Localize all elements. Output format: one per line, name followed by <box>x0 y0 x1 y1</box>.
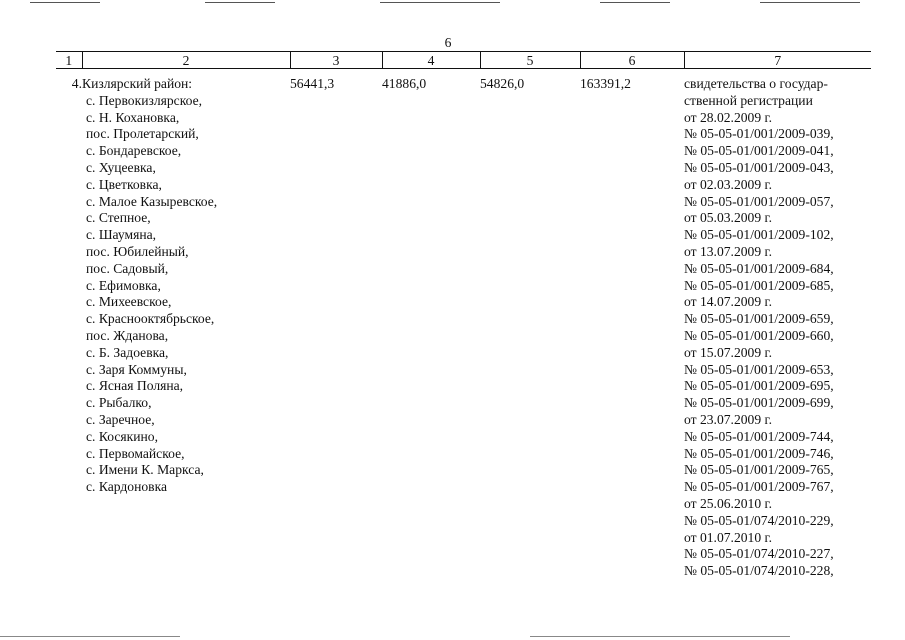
registration-line: от 01.07.2010 г. <box>684 529 772 545</box>
scan-edge-line <box>380 2 500 3</box>
settlement-item: пос. Пролетарский, <box>86 126 199 142</box>
scan-edge-line <box>530 636 790 637</box>
scan-edge-line <box>205 2 275 3</box>
column-header: 4 <box>382 52 480 69</box>
document-table <box>56 51 871 580</box>
registration-line: № 05-05-01/001/2009-653, <box>684 361 834 377</box>
settlement-item: с. Михеевское, <box>86 294 172 310</box>
registration-line: от 15.07.2009 г. <box>684 344 772 360</box>
settlement-item: с. Краснооктябрьское, <box>86 311 215 327</box>
registration-line: № 05-05-01/001/2009-684, <box>684 260 834 276</box>
value-col6: 163391,2 <box>580 76 631 91</box>
scan-edge-line <box>600 2 670 3</box>
registration-line: № 05-05-01/001/2009-695, <box>684 378 834 394</box>
settlement-item: с. Имени К. Маркса, <box>86 462 204 478</box>
settlement-item: с. Малое Казыревское, <box>86 193 218 209</box>
registration-list <box>684 76 871 580</box>
registration-line: от 25.06.2010 г. <box>684 495 772 511</box>
registration-line: № 05-05-01/074/2010-229, <box>684 512 834 528</box>
row-index: 4. <box>71 76 82 91</box>
registration-line: от 13.07.2009 г. <box>684 243 772 259</box>
registration-line: свидетельства о государ- <box>684 76 828 91</box>
scan-edge-line <box>30 2 100 3</box>
settlement-item: с. Хуцеевка, <box>86 159 156 175</box>
settlement-item: пос. Юбилейный, <box>86 243 189 259</box>
registration-line: № 05-05-01/001/2009-699, <box>684 395 834 411</box>
settlement-item: с. Заречное, <box>86 411 155 427</box>
scan-edge-line <box>760 2 860 3</box>
registration-cell <box>684 69 871 580</box>
settlement-item: с. Заря Коммуны, <box>86 361 187 377</box>
registration-line: № 05-05-01/001/2009-765, <box>684 462 834 478</box>
settlement-item: с. Шаумяна, <box>86 227 157 243</box>
settlement-item: пос. Жданова, <box>86 327 169 343</box>
settlement-item: с. Кардоновка <box>86 479 168 495</box>
column-header: 1 <box>56 52 82 69</box>
registration-line: от 02.03.2009 г. <box>684 176 772 192</box>
page-number: 6 <box>444 35 452 50</box>
registration-line: № 05-05-01/001/2009-767, <box>684 479 834 495</box>
settlement-item: с. Ясная Поляна, <box>86 378 184 394</box>
table-header-row <box>56 52 871 69</box>
registration-line: № 05-05-01/001/2009-685, <box>684 277 834 293</box>
settlement-item: с. Н. Кохановка, <box>86 109 180 125</box>
settlement-list <box>82 93 290 496</box>
settlements-cell <box>82 69 290 580</box>
registration-line: № 05-05-01/074/2010-227, <box>684 546 834 562</box>
settlement-item: с. Косякино, <box>86 428 158 444</box>
registration-line: от 05.03.2009 г. <box>684 210 772 226</box>
value-col5: 54826,0 <box>480 76 525 91</box>
registration-line: № 05-05-01/001/2009-102, <box>684 227 834 243</box>
registration-line: ственной регистрации <box>684 92 813 108</box>
settlement-item: с. Ефимовка, <box>86 277 161 293</box>
column-header: 5 <box>480 52 580 69</box>
scan-edge-line <box>0 636 180 637</box>
registration-line: № 05-05-01/001/2009-057, <box>684 193 834 209</box>
registration-line: № 05-05-01/001/2009-659, <box>684 311 834 327</box>
settlement-item: с. Рыбалко, <box>86 395 152 411</box>
settlement-item: с. Бондаревское, <box>86 143 182 159</box>
settlement-item: с. Первомайское, <box>86 445 185 461</box>
registration-line: № 05-05-01/001/2009-039, <box>684 126 834 142</box>
settlement-item: пос. Садовый, <box>86 260 169 276</box>
registration-line: от 14.07.2009 г. <box>684 294 772 310</box>
value-col4: 41886,0 <box>382 76 427 91</box>
table-row <box>56 69 871 580</box>
registration-line: № 05-05-01/001/2009-746, <box>684 445 834 461</box>
settlement-item: с. Степное, <box>86 210 151 226</box>
column-header: 2 <box>82 52 290 69</box>
registration-line: от 28.02.2009 г. <box>684 109 772 125</box>
column-header: 7 <box>684 52 871 69</box>
region-name: Кизлярский район: <box>82 76 193 91</box>
registration-line: от 23.07.2009 г. <box>684 411 772 427</box>
registration-line: № 05-05-01/001/2009-041, <box>684 143 834 159</box>
column-header: 6 <box>580 52 684 69</box>
settlement-item: с. Первокизлярское, <box>86 92 203 108</box>
registration-line: № 05-05-01/001/2009-043, <box>684 159 834 175</box>
settlement-item: с. Цветковка, <box>86 176 162 192</box>
column-header: 3 <box>290 52 382 69</box>
registration-line: № 05-05-01/074/2010-228, <box>684 563 834 579</box>
value-col3: 56441,3 <box>290 76 335 91</box>
settlement-item: с. Б. Задоевка, <box>86 344 169 360</box>
registration-line: № 05-05-01/001/2009-744, <box>684 428 834 444</box>
registration-line: № 05-05-01/001/2009-660, <box>684 327 834 343</box>
